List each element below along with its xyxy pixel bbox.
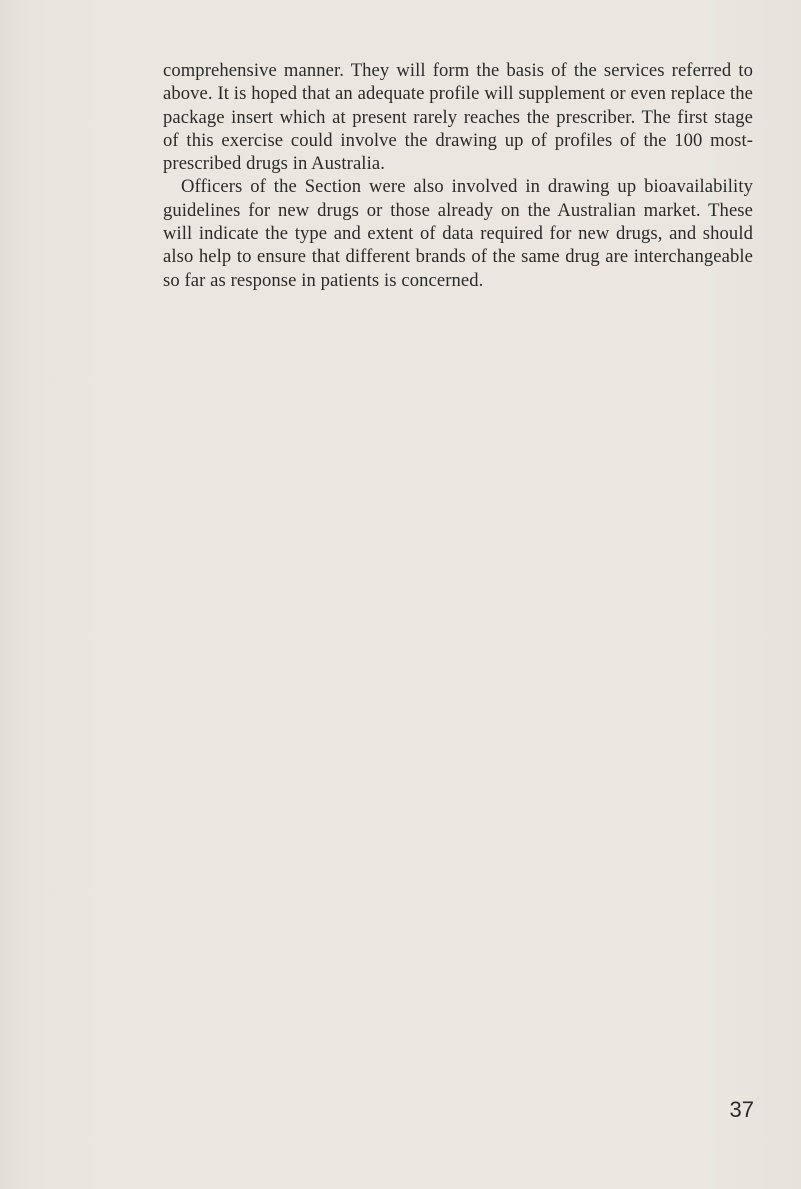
page-number: 37 <box>729 1097 754 1122</box>
body-text <box>163 59 753 292</box>
paragraph-continuation: comprehensive manner. They will form the basis of the services referred to above. It is hoped that an adequate profile will supplement or even replace the package insert which at present rarely reaches the prescriber. The first stage of this exercise could involve the drawing up of profiles of the 100 most-prescribed drugs in Australia. <box>163 60 753 175</box>
paragraph-bioavailability: Officers of the Section were also involved in drawing up bioavailability guidelines for new drugs or those already on the Australian market. These will indicate the type and extent of data required for new drugs, and should also help to ensure that different brands of the same drug are interchangeable so far as response in patients is concerned. <box>163 176 753 291</box>
